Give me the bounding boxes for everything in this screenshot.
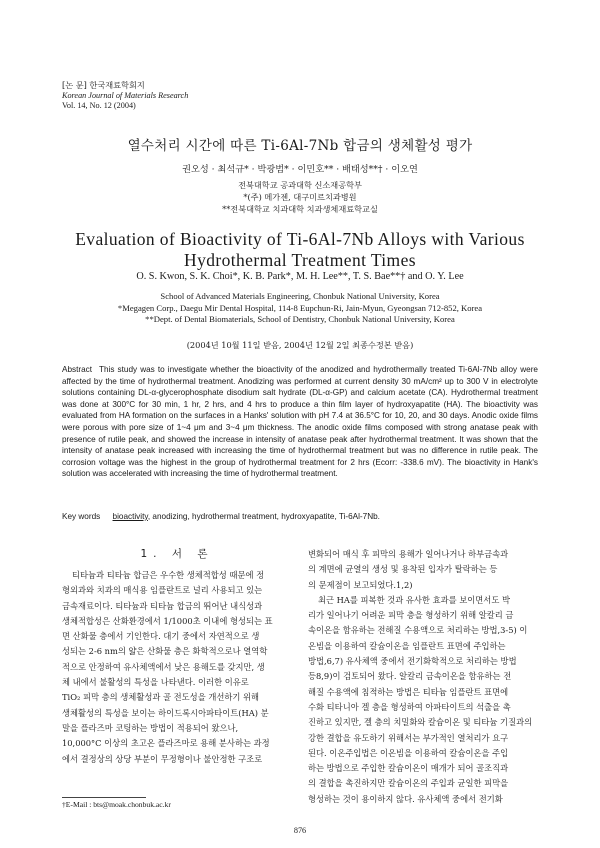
english-title-line: Hydrothermal Treatment Times bbox=[184, 250, 416, 270]
body-line: 리가 일어나기 어려운 피막 층을 형성하기 위해 알칼리 금 bbox=[308, 610, 514, 621]
body-line: 변화되어 매식 후 피막의 용해가 일어나거나 하부금속과 bbox=[308, 549, 509, 559]
body-line: 생체적합성은 산화환경에서 1/1000초 이내에 형성되는 표 bbox=[62, 615, 273, 626]
english-title bbox=[0, 229, 600, 271]
left-column bbox=[62, 568, 292, 767]
body-line: 형성하는 것이 용이하지 않다. 유사체액 중에서 전기화 bbox=[308, 793, 503, 804]
section-heading: 1. 서 론 bbox=[140, 548, 214, 560]
journal-volume: Vol. 14, No. 12 (2004) bbox=[62, 101, 136, 110]
korean-affiliation: 전북대학교 공과대학 신소재공학부 bbox=[238, 180, 362, 190]
abstract bbox=[62, 364, 538, 480]
body-line: 체 내에서 불활성의 특성을 나타낸다. 이러한 이유로 bbox=[62, 677, 249, 688]
journal-category: [논 문] 한국재료학회지 bbox=[62, 80, 145, 90]
english-affiliation: **Dept. of Dental Biomaterials, School of Dentistry, Chonbuk National University, Korea bbox=[145, 314, 455, 325]
body-line: 생체활성의 특성을 보이는 하이드록시아파타이트(HA) 분 bbox=[62, 707, 269, 718]
english-affiliation: School of Advanced Materials Engineering, Chonbuk National University, Korea bbox=[160, 291, 440, 301]
abstract-label: Abstract bbox=[62, 365, 93, 374]
english-affiliations bbox=[0, 291, 600, 326]
journal-header bbox=[62, 80, 188, 112]
body-line: 최근 HA를 피복한 것과 유사한 효과를 보이면서도 박 bbox=[318, 594, 510, 605]
body-line: 진하고 있지만, 겔 층의 치밀화와 칼슘이온 및 티타늄 기질과의 bbox=[308, 717, 533, 728]
received-dates: (2004년 10월 11일 받음, 2004년 12월 2일 최종수정본 받음) bbox=[186, 340, 414, 350]
body-line: 성되는 2-6 nm의 얇은 산화물 층은 화학적으로나 열역학 bbox=[62, 646, 268, 657]
body-line: 수화 티타니아 겔 층을 형성하여 아파타이트의 석출을 촉 bbox=[308, 701, 511, 712]
body-line: 10,000°C 이상의 초고온 플라즈마로 용해 분사하는 과정 bbox=[62, 738, 270, 749]
korean-affiliations bbox=[0, 179, 600, 215]
journal-name: Korean Journal of Materials Research bbox=[62, 90, 189, 100]
body-line: TiO₂ 피막 층의 생체활성과 골 전도성을 개선하기 위해 bbox=[62, 692, 260, 703]
body-line: 된다. 이온주입법은 이온빔을 이용하여 칼슘이온을 주입 bbox=[308, 747, 509, 758]
keywords-label: Key words bbox=[62, 512, 101, 521]
korean-title: 열수처리 시간에 따른 Ti-6Al-7Nb 합금의 생체활성 평가 bbox=[127, 138, 473, 154]
body-line: 의 결합을 촉진하지만 칼슘이온의 주입과 균일한 피막을 bbox=[308, 778, 509, 789]
body-line: 등8,9)이 검토되어 왔다. 알칼리 금속이온을 함유하는 전 bbox=[308, 671, 512, 682]
body-line: 의 계면에 균열의 생성 및 용착된 입자가 탈락하는 등 bbox=[308, 564, 498, 575]
keyword-first: bioactivity bbox=[112, 512, 148, 521]
keywords bbox=[62, 512, 538, 521]
body-line: 에서 결정상의 상당 부분이 무정형이나 불안정한 구조로 bbox=[62, 753, 263, 764]
body-line: 강한 결합을 유도하기 위해서는 부가적인 열처리가 요구 bbox=[308, 732, 509, 743]
body-line: 형외과와 치과의 매식용 임플란트로 널리 사용되고 있는 bbox=[62, 585, 263, 596]
korean-authors: 권오성 · 최석규* · 박광범* · 이민호** · 배태성**† · 이오연 bbox=[182, 164, 418, 175]
keywords-rest: , anodizing, hydrothermal treatment, hydroxyapatite, Ti-6Al-7Nb. bbox=[147, 512, 380, 521]
body-line: 티타늄과 티타늄 합금은 우수한 생체적합성 때문에 정 bbox=[72, 570, 265, 580]
body-line: 의 문제점이 보고되었다.1,2) bbox=[308, 579, 413, 590]
footnote-rule bbox=[62, 797, 146, 798]
english-title-line: Evaluation of Bioactivity of Ti-6Al-7Nb Alloys with Various bbox=[75, 229, 525, 249]
body-line: 말을 플라즈마 코팅하는 방법이 적용되어 왔으나, bbox=[62, 722, 239, 733]
body-line: 금속재료이다. 티타늄과 티타늄 합금의 뛰어난 내식성과 bbox=[62, 600, 263, 611]
body-line: 하는 방법으로 주입한 칼슘이온이 매개가 되어 골조직과 bbox=[308, 763, 509, 774]
korean-affiliation: **전북대학교 치과대학 치과생체재료학교실 bbox=[222, 204, 378, 214]
body-line: 온빔을 이용하여 칼슘이온을 임플란트 표면에 주입하는 bbox=[308, 640, 506, 651]
body-line: 해질 수용액에 침적하는 방법은 티타늄 임플란트 표면에 bbox=[308, 686, 509, 697]
right-column bbox=[308, 547, 538, 807]
body-line: 방법,6,7) 유사체액 중에서 전기화학적으로 처리하는 방법 bbox=[308, 656, 517, 667]
body-line: 적으로 안정하여 유사체액에서 낮은 용해도를 갖지만, 생 bbox=[62, 661, 265, 672]
body-line: 면 산화물 층에서 기인한다. 대기 중에서 자연적으로 생 bbox=[62, 631, 260, 642]
footnote-email: †E-Mail : bts@moak.chonbuk.ac.kr bbox=[62, 800, 171, 809]
page-number: 876 bbox=[293, 826, 307, 835]
korean-affiliation: *(주) 메가젠, 대구미르치과병원 bbox=[243, 192, 357, 202]
english-affiliation: *Megagen Corp., Daegu Mir Dental Hospital, 114-8 Eupchun-Ri, Jain-Myun, Gyeongsan 712-852, Korea bbox=[117, 302, 483, 313]
abstract-text: This study was to investigate whether the bioactivity of the anodized and hydrothermally treated Ti-6Al-7Nb alloy were affected by the time of hydrothermal treatment. Anodizing was performed at current density 30 mA/cm² up to 300 V in electrolyte solutions containing DL-α-glycerophosphate disodium salt hydrate (DL-α-GP) and calcium acetate (CA). Hydrothermal treatment was done at 300°C for 30 min, 1 hr, 2 hrs, and 4 hrs to produce a thin film layer of hydroxyapatite (HA). The bioactivity was evaluated from HA formation on the surfaces in a Hanks' solution with pH 7.4 at 36.5°C for 10, 20, and 30 days. Anodic oxide films were porous with pore size of 1~4 μm and 3~4 μm thickness. The anodic oxide films composed with strong anatase peak with presence of rutile peak, and showed the increase in intensity of anatase peak after hydrothermal treatment. It was shown that the intensity of anatase peak increased with increasing the time of hydrothermal treatment but was no difference in rutile peak. The corrosion voltage was the highest in the group of hydrothermal treatment for 2 hrs (Ecorr: -338.6 mV). The bioactivity in Hank's solution was accelerated with increasing the time of hydrothermal treatment. bbox=[62, 365, 538, 479]
english-authors: O. S. Kwon, S. K. Choi*, K. B. Park*, M. H. Lee**, T. S. Bae**† and O. Y. Lee bbox=[136, 271, 464, 282]
body-line: 속이온을 함유하는 전해질 수용액으로 처리하는 방법,3-5) 이 bbox=[308, 625, 528, 636]
